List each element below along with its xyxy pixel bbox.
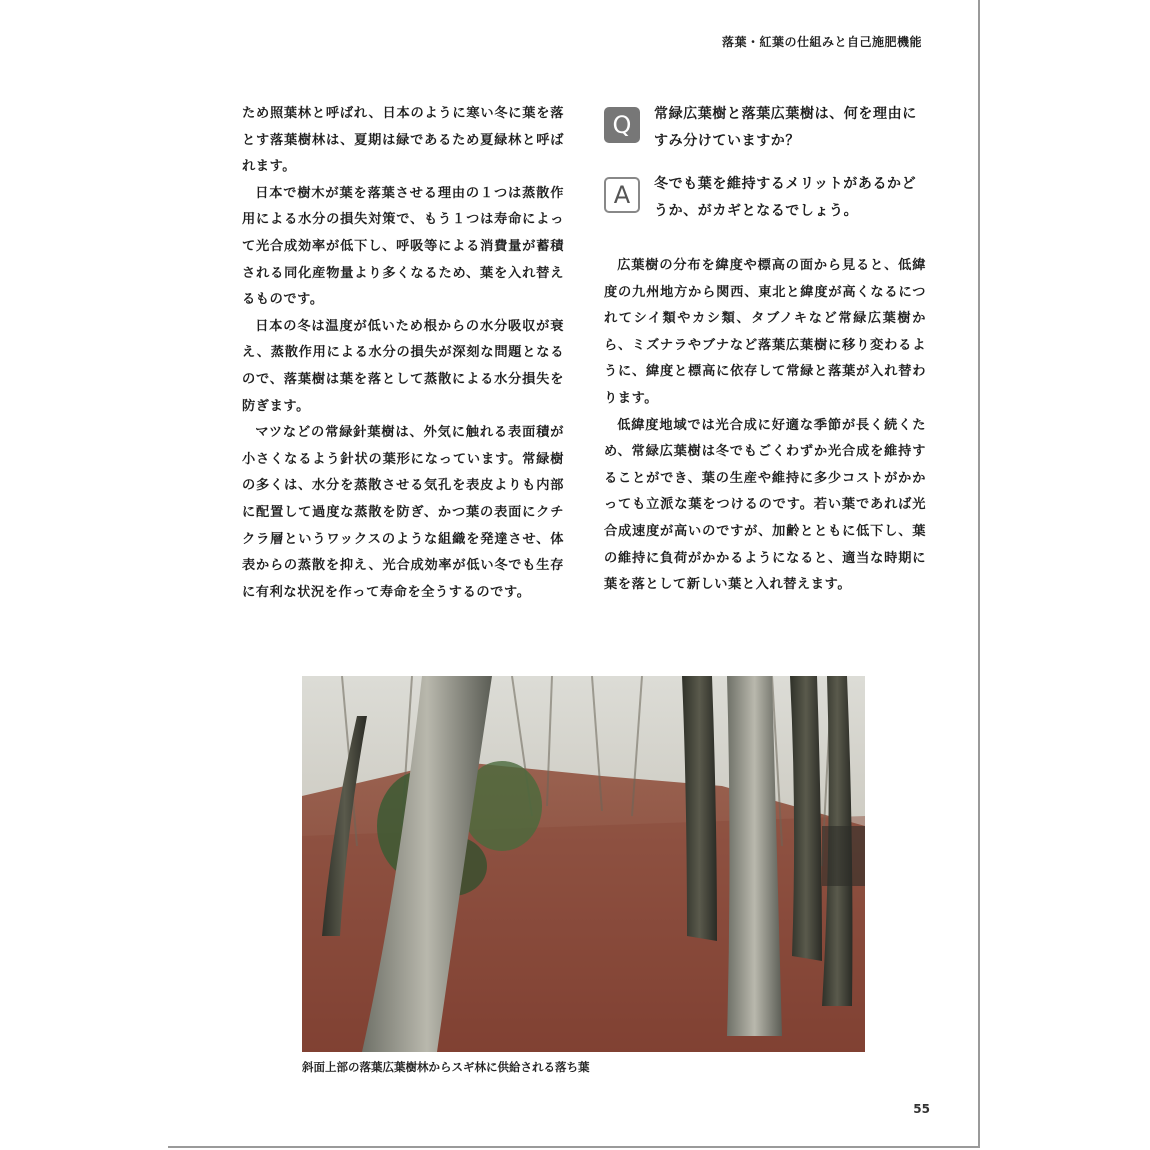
left-column [242,101,564,606]
running-head: 落葉・紅葉の仕組みと自己施肥機能 [721,35,922,49]
answer-block [604,171,926,225]
question-block [604,101,926,155]
photo-caption: 斜面上部の落葉広葉樹林からスギ林に供給される落ち葉 [302,1060,590,1074]
body-paragraph: マツなどの常緑針葉樹は、外気に触れる表面積が小さくなるよう針状の葉形になっています。常緑樹の多くは、水分を蒸散させる気孔を表皮よりも内部に配置して過度な蒸散を防ぎ、かつ葉の表面にクチクラ層というワックスのような組織を発達させ、体表からの蒸散を抑え、光合成効率が低い冬でも生存に有利な状況を作って寿命を全うするのです。 [242,425,564,600]
body-paragraph: 日本の冬は温度が低いため根からの水分吸収が衰え、蒸散作用による水分の損失が深刻な問題となるので、落葉樹は葉を落として蒸散による水分損失を防ぎます。 [242,318,564,414]
body-paragraph: ため照葉林と呼ばれ、日本のように寒い冬に葉を落とす落葉樹林は、夏期は緑であるため夏緑林と呼ばれます。 [242,106,564,175]
page-number: 55 [913,1102,930,1116]
body-paragraph: 日本で樹木が葉を落葉させる理由の１つは蒸散作用による水分の損失対策で、もう１つは寿命によって光合成効率が低下し、呼吸等による消費量が蓄積される同化産物量より多くなるため、葉を入れ替えるものです。 [242,185,564,308]
book-page [168,0,980,1148]
q-badge: Q [604,107,640,143]
answer-body [604,253,926,599]
forest-photo [302,676,865,1052]
right-column [604,101,926,599]
answer-text: 冬でも葉を維持するメリットがあるかどうか、がカギとなるでしょう。 [654,176,917,219]
body-paragraph: 低緯度地域では光合成に好適な季節が長く続くため、常緑広葉樹は冬でもごくわずか光合成を維持することができ、葉の生産や維持に多少コストがかかっても立派な葉をつけるのです。若い葉であれば光合成速度が高いのですが、加齢とともに低下し、葉の維持に負荷がかかるようになると、適当な時期に葉を落として新しい葉と入れ替えます。 [604,417,926,593]
body-paragraph: 広葉樹の分布を緯度や標高の面から見ると、低緯度の九州地方から関西、東北と緯度が高くなるにつれてシイ類やカシ類、タブノキなど常緑広葉樹から、ミズナラやブナなど落葉広葉樹に移り変わるように、緯度と標高に依存して常緑と落葉が入れ替わります。 [604,258,926,406]
a-badge: A [604,177,640,213]
question-text: 常緑広葉樹と落葉広葉樹は、何を理由にすみ分けていますか？ [654,106,917,149]
